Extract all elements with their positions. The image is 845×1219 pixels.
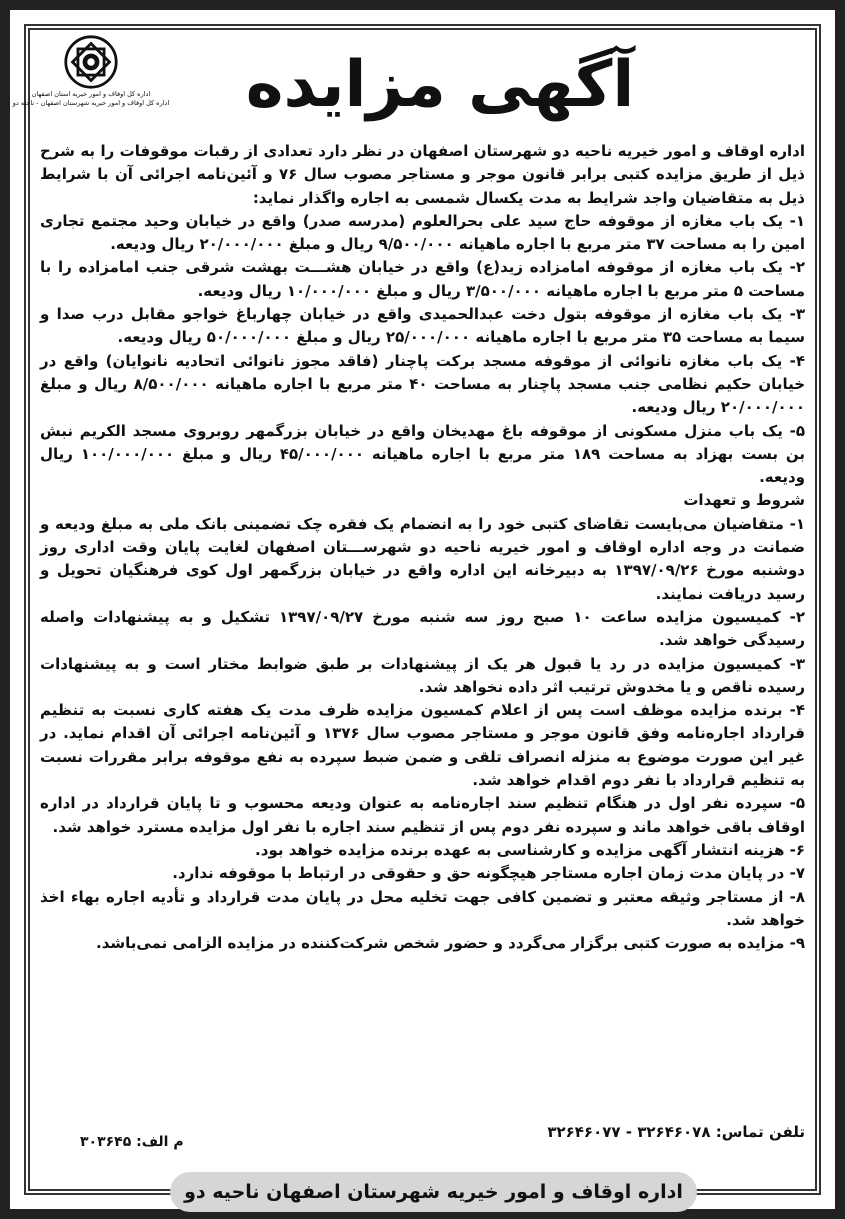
conditions-heading: شروط و تعهدات	[683, 491, 805, 510]
item-4: ۴- یک باب مغازه نانوائی از موقوفه مسجد برکت پاچنار (فاقد مجوز نانوائی اتحادیه نانوایان) واقع در خیابان حکیم نظامی جنب مسجد پاچنار به مساحت ۴۰ متر مربع با اجاره ماهیانه ۸/۵۰۰/۰۰۰ ریال و مبلغ ۲۰/۰۰۰/۰۰۰ ریال ودیعه.	[40, 351, 806, 417]
contact-phone: تلفن تماس: ۳۲۶۴۶۰۷۸ - ۳۲۶۴۶۰۷۷	[547, 1123, 805, 1141]
condition-6: ۶- هزینه انتشار آگهی مزایده و کارشناسی به عهده برنده مزایده خواهد بود.	[255, 840, 805, 859]
item-5: ۵- یک باب منزل مسکونی از موقوفه باغ مهدیخان واقع در خیابان بزرگمهر روبروی مسجد الکریم نبش بن بست بهزاد به مساحت ۱۸۹ متر مربع با اجاره ماهیانه ۴۵/۰۰۰/۰۰۰ ریال و مبلغ ۱۰۰/۰۰۰/۰۰۰ ریال ودیعه.	[40, 421, 805, 487]
page-title: آگهی مزایده	[245, 48, 635, 122]
condition-2: ۲- کمیسیون مزایده ساعت ۱۰ صبح روز سه شنبه مورخ ۱۳۹۷/۰۹/۲۷ تشکیل و به پیشنهادات واصله رسیدگی خواهد شد.	[40, 607, 806, 650]
condition-1: ۱- متقاضیان می‌بایست تقاضای کتبی خود را به انضمام یک فقره چک تضمینی بانک ملی به مبلغ ودیعه و ضمانت در وجه اداره اوقاف و امور خیریه ناحیه دو شهرســـتان اصفهان لغایت پایان وقت اداری روز دوشنبه مورخ ۱۳۹۷/۰۹/۲۶ به دبیرخانه این اداره واقع در خیابان بزرگمهر اول کوی فرهنگیان تحویل و رسید دریافت نمایند.	[40, 514, 805, 603]
item-3: ۳- یک باب مغازه از موقوفه بتول دخت عبدالحمیدی واقع در خیابان چهارباغ خواجو مقابل درب صدا و سیما به مساحت ۳۵ متر مربع با اجاره ماهیانه ۲۵/۰۰۰/۰۰۰ ریال و مبلغ ۵۰/۰۰۰/۰۰۰ ریال ودیعه.	[40, 305, 805, 347]
condition-8: ۸- از مستاجر وثیقه معتبر و تضمین کافی جهت تخلیه محل در پایان مدت قرارداد و تأدیه اجاره بهاء اخذ خواهد شد.	[40, 887, 805, 929]
logo	[12, 34, 170, 144]
intro-paragraph: اداره اوقاف و امور خیریه ناحیه دو شهرستان اصفهان در نظر دارد تعدادی از رقبات موقوفات را به شرح ذیل از طریق مزایده کتبی برابر قانون موجر و مستاجر مصوب سال ۷۶ و آئین‌نامه اجرائی آن با شرایط ذیل به متقاضیان واجد شرایط به مدت یکسال شمسی به اجاره واگذار نماید:	[40, 142, 806, 207]
contact-row	[40, 1120, 805, 1150]
item-2: ۲- یک باب مغازه از موقوفه امامزاده زید(ع) واقع در خیابان هشـــت بهشت شرقی جنب امامزاده را با مساحت ۵ متر مربع با اجاره ماهیانه ۳/۵۰۰/۰۰۰ ریال و مبلغ ۱۰/۰۰۰/۰۰۰ ریال ودیعه.	[40, 258, 805, 300]
waqf-emblem-icon	[63, 34, 119, 90]
condition-5: ۵- سپرده نفر اول در هنگام تنظیم سند اجاره‌نامه به عنوان ودیعه محسوب و تا پایان قرارداد در اداره اوقاف باقی خواهد ماند و سپرده نفر دوم پس از تنظیم سند اجاره با نفر اول مزایده مسترد خواهد شد.	[40, 794, 805, 836]
condition-7: ۷- در پایان مدت زمان اجاره مستاجر هیچگونه حق و حقوقی در ارتباط با موقوفه ندارد.	[172, 864, 805, 883]
logo-line-1: اداره کل اوقاف و امور خیریه استان اصفهان	[31, 90, 151, 98]
condition-3: ۳- کمیسیون مزایده در رد یا قبول هر یک از پیشنهادات بر طبق ضوابط مختار است و به پیشنهادات رسیده ناقص و یا مخدوش ترتیب اثر داده نخواهد شد.	[40, 654, 805, 696]
notice-body	[40, 140, 805, 955]
condition-9: ۹- مزایده به صورت کتبی برگزار می‌گردد و حضور شخص شرکت‌کننده در مزایده الزامی نمی‌باشد.	[96, 934, 805, 953]
footer-organization: اداره اوقاف و امور خیریه شهرستان اصفهان ناحیه دو	[170, 1172, 697, 1212]
reference-number: م الف: ۳۰۳۶۴۵	[80, 1134, 184, 1150]
item-1: ۱- یک باب مغازه از موقوفه حاج سید علی بحرالعلوم (مدرسه صدر) واقع در خیابان وحید مجتمع تجاری امین را به مساحت ۳۷ متر مربع با اجاره ماهیانه ۹/۵۰۰/۰۰۰ ریال و مبلغ ۲۰/۰۰۰/۰۰۰ ریال ودیعه.	[40, 211, 805, 254]
logo-line-2: اداره کل اوقاف و امور خیریه شهرستان اصفهان - ناحیه دو	[12, 99, 170, 107]
condition-4: ۴- برنده مزایده موظف است پس از اعلام کمسیون مزایده ظرف مدت یک هفته کاری نسبت به تنظیم قرارداد اجاره‌نامه وفق قانون موجر و مستاجر مصوب سال ۱۳۷۶ و آئین‌نامه اجرائی آن اقدام نماید. در غیر این صورت موضوع به منزله انصراف تلقی و ضمن ضبط سپرده به نفع موقوفه برابر مقررات نسبت به تنظیم قرارداد با نفر دوم اقدام خواهد شد.	[40, 701, 806, 790]
